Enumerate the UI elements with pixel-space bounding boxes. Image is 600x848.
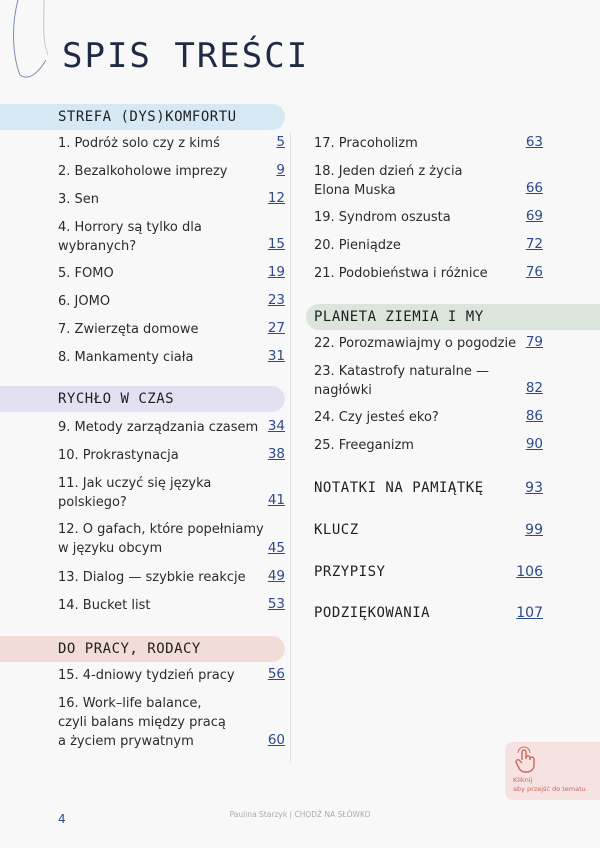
toc-entry[interactable] [58,418,258,437]
toc-entry-label: 6. JOMO [58,294,111,309]
toc-page-link[interactable]: 41 [267,492,285,508]
page-number: 4 [58,812,66,826]
toc-entry-label: 4. Horrory są tylko dla wybranych? [58,220,202,254]
toc-entry-label: 7. Zwierzęta domowe [58,322,199,337]
toc-page-link[interactable]: 99 [525,522,543,538]
toc-entry[interactable] [58,446,179,465]
toc-entry-label: 11. Jak uczyć się języka polskiego? [58,476,212,510]
toc-entry-label: 23. Katastrofy naturalne — nagłówki [314,364,490,398]
hint-text: Kliknij aby przejść do tematu [513,776,586,793]
toc-extra-entry[interactable]: NOTATKI NA PAMIĄTKĘ [314,480,484,496]
toc-page-link[interactable]: 82 [525,380,543,396]
toc-entry[interactable] [314,162,463,200]
toc-entry[interactable] [58,320,199,339]
section-header-rychlo[interactable] [0,386,285,412]
toc-page-link[interactable]: 72 [525,236,543,252]
toc-entry-label: 14. Bucket list [58,598,151,613]
toc-entry[interactable] [58,218,202,256]
toc-entry[interactable] [314,408,439,427]
toc-entry-label: 22. Porozmawiajmy o pogodzie [314,336,517,351]
toc-page-link[interactable]: 63 [525,134,543,150]
toc-entry-label: 5. FOMO [58,266,114,281]
toc-page-link[interactable]: 27 [267,320,285,336]
toc-entry-label: 25. Freeganizm [314,438,414,453]
toc-page-link[interactable]: 76 [525,264,543,280]
toc-entry-label: 1. Podróż solo czy z kimś [58,136,220,151]
toc-extra-entry[interactable]: PODZIĘKOWANIA [314,605,431,621]
toc-entry-label: 21. Podobieństwa i różnice [314,266,488,281]
toc-page-link[interactable]: 56 [267,666,285,682]
toc-page-link[interactable]: 60 [267,732,285,748]
section-header-label: PLANETA ZIEMIA I MY [314,309,484,325]
toc-page-link[interactable]: 69 [525,208,543,224]
section-header-strefa[interactable] [0,104,285,130]
toc-extra-entry[interactable]: PRZYPISY [314,564,386,580]
toc-entry[interactable] [58,162,228,181]
toc-entry-label: 15. 4-dniowy tydzień pracy [58,668,235,683]
toc-entry-label: 9. Metody zarządzania czasem [58,420,259,435]
toc-page-link[interactable]: 23 [267,292,285,308]
toc-page-link[interactable]: 106 [516,564,543,580]
toc-entry[interactable] [314,134,418,153]
toc-page-link[interactable]: 79 [525,334,543,350]
tap-hand-icon [513,746,541,774]
toc-page-link[interactable]: 45 [267,540,285,556]
toc-extra-entry[interactable]: KLUCZ [314,522,359,538]
toc-page-link[interactable]: 66 [525,180,543,196]
toc-entry[interactable] [58,520,264,558]
section-header-label: DO PRACY, RODACY [58,641,201,657]
toc-page-link[interactable]: 12 [267,190,285,206]
toc-entry-label: 2. Bezalkoholowe imprezy [58,164,228,179]
toc-page-link[interactable]: 107 [516,605,543,621]
toc-entry[interactable] [314,362,489,400]
toc-entry-label: 20. Pieniądze [314,238,401,253]
toc-page-link[interactable]: 49 [267,568,285,584]
toc-entry-label: 3. Sen [58,192,100,207]
toc-page-link[interactable]: 15 [267,236,285,252]
toc-entry-label: 12. O gafach, które popełniamy w języku obcym [58,522,264,556]
toc-entry[interactable] [314,436,414,455]
toc-page-link[interactable]: 19 [267,264,285,280]
toc-page-link[interactable]: 5 [276,134,285,150]
toc-entry[interactable] [58,474,211,512]
toc-entry-label: 17. Pracoholizm [314,136,418,151]
footer-credit: Paulina Starzyk | CHODŹ NA SŁÓWKO [229,810,371,819]
toc-entry[interactable] [58,568,246,587]
column-divider [290,132,291,762]
toc-entry[interactable] [314,236,401,255]
toc-page-link[interactable]: 86 [525,408,543,424]
page-title: SPIS TREŚCI [62,36,310,76]
section-header-planeta[interactable] [306,304,600,330]
toc-page-link[interactable]: 34 [267,418,285,434]
toc-page-link[interactable]: 31 [267,348,285,364]
toc-entry[interactable] [314,264,488,283]
toc-page-link[interactable]: 53 [267,596,285,612]
toc-entry[interactable] [58,694,226,751]
toc-page-link[interactable]: 9 [276,162,285,178]
toc-entry[interactable] [58,134,220,153]
section-header-label: STREFA (DYS)KOMFORTU [58,109,237,125]
toc-entry[interactable] [58,292,110,311]
toc-entry[interactable] [58,264,114,283]
toc-entry[interactable] [58,348,193,367]
toc-entry-label: 8. Mankamenty ciała [58,350,194,365]
toc-entry-label: 13. Dialog — szybkie reakcje [58,570,246,585]
toc-page-link[interactable]: 38 [267,446,285,462]
toc-entry[interactable] [58,596,151,615]
toc-entry-label: 10. Prokrastynacja [58,448,179,463]
toc-entry-label: 19. Syndrom oszusta [314,210,451,225]
toc-entry-label: 16. Work–life balance, czyli balans między pracą a życiem prywatnym [58,696,226,749]
toc-entry[interactable] [58,666,235,685]
toc-entry[interactable] [314,208,451,227]
toc-page-link[interactable]: 90 [525,436,543,452]
toc-page-link[interactable]: 93 [525,480,543,496]
section-header-label: RYCHŁO W CZAS [58,391,175,407]
section-header-do-pracy[interactable] [0,636,285,662]
navigation-hint [505,742,600,800]
toc-entry[interactable] [314,334,516,353]
handdrawn-line-decoration [0,0,60,90]
toc-entry-label: 24. Czy jesteś eko? [314,410,439,425]
toc-entry-label: 18. Jeden dzień z życia Elona Muska [314,164,463,198]
toc-entry[interactable] [58,190,99,209]
